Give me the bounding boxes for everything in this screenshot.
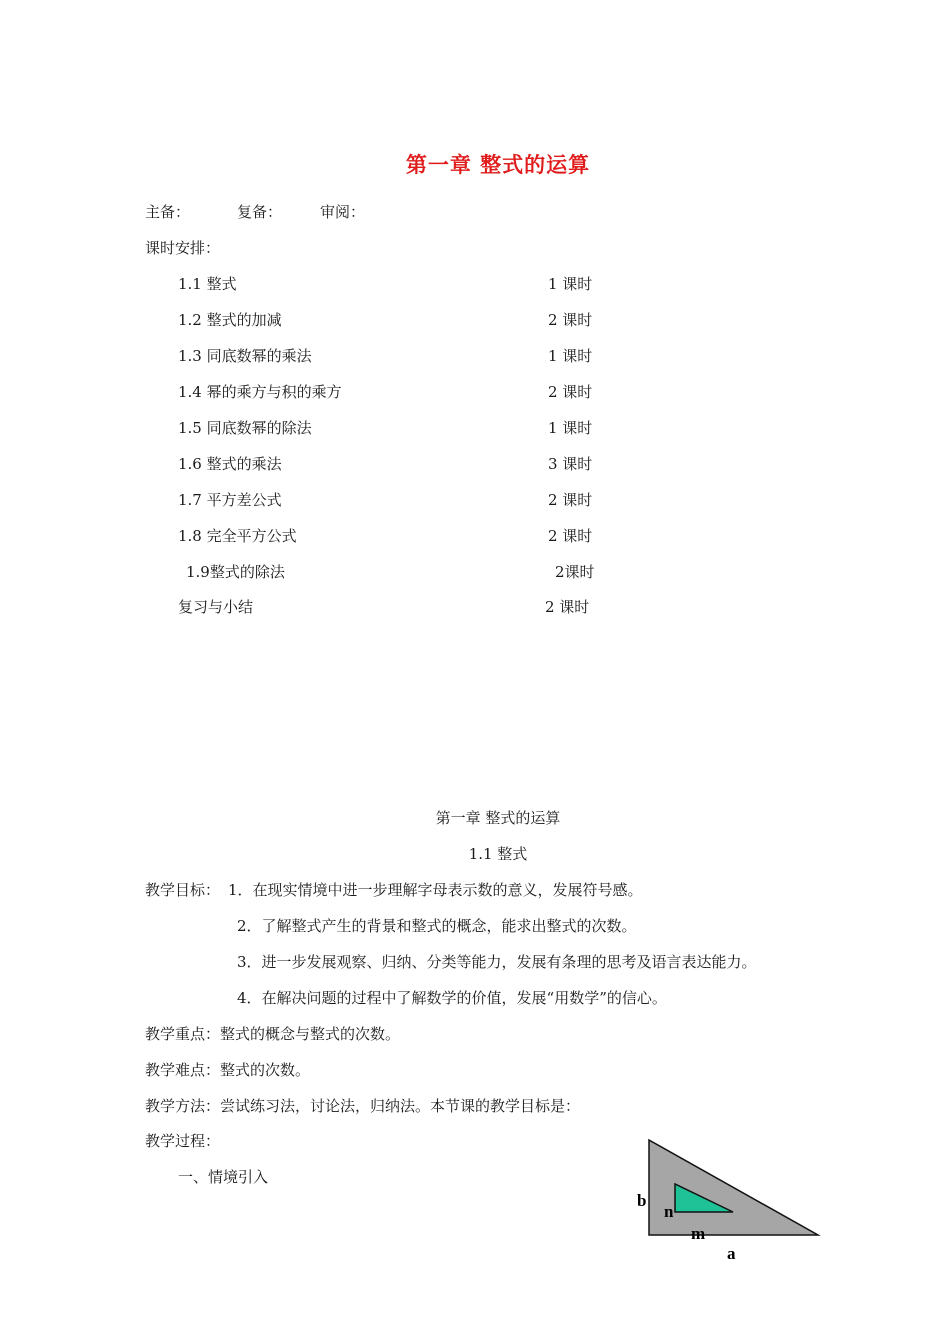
process-heading: 教学过程：: [145, 1132, 221, 1150]
schedule-item-name: 1.8 完全平方公式: [178, 527, 297, 545]
lesson-chapter-heading: 第一章 整式的运算: [435, 809, 561, 827]
schedule-item-name: 1.5 同底数幂的除法: [178, 419, 312, 437]
schedule-item-hours: 1 课时: [548, 419, 593, 437]
difficulty: 教学难点：整式的次数。: [145, 1061, 311, 1079]
key-points: 教学重点：整式的概念与整式的次数。: [145, 1025, 401, 1043]
schedule-item-name: 1.4 幂的乘方与积的乘方: [178, 383, 342, 401]
goal-item: 3．进一步发展观察、归纳、分类等能力，发展有条理的思考及语言表达能力。: [237, 953, 757, 971]
triangle-figure: [632, 1132, 832, 1272]
lesson-section-heading: 1.1 整式: [468, 845, 528, 863]
schedule-item-name: 1.9整式的除法: [186, 563, 285, 581]
schedule-item-hours: 2 课时: [548, 491, 593, 509]
label-n: n: [664, 1202, 674, 1221]
goal-item: 1．在现实情境中进一步理解字母表示数的意义，发展符号感。: [228, 881, 643, 899]
label-b: b: [637, 1191, 647, 1210]
schedule-item-name: 1.7 平方差公式: [178, 491, 282, 509]
goal-item: 2．了解整式产生的背景和整式的概念，能求出整式的次数。: [237, 917, 637, 935]
schedule-item-hours: 1 课时: [548, 275, 593, 293]
schedule-item-name: 1.6 整式的乘法: [178, 455, 282, 473]
schedule-item-hours: 2 课时: [548, 383, 593, 401]
intro-heading: 一、情境引入: [178, 1168, 269, 1186]
goal-item: 4．在解决问题的过程中了解数学的价值，发展“用数学”的信心。: [237, 989, 667, 1007]
schedule-item-name: 复习与小结: [178, 598, 254, 616]
schedule-item-name: 1.3 同底数幂的乘法: [178, 347, 312, 365]
schedule-item-hours: 2 课时: [548, 311, 593, 329]
schedule-item-name: 1.1 整式: [178, 275, 237, 293]
schedule-item-hours: 2 课时: [548, 527, 593, 545]
main-prep-label: 主备：: [145, 203, 191, 221]
schedule-item-hours: 2课时: [555, 563, 595, 581]
schedule-heading: 课时安排：: [145, 239, 221, 257]
schedule-item-hours: 1 课时: [548, 347, 593, 365]
schedule-item-hours: 2 课时: [545, 598, 590, 616]
co-prep-label: 复备：: [237, 203, 283, 221]
label-a: a: [727, 1244, 736, 1263]
goals-label: 教学目标：: [145, 881, 221, 899]
methods: 教学方法：尝试练习法，讨论法，归纳法。本节课的教学目标是：: [145, 1097, 581, 1115]
review-label: 审阅：: [320, 203, 366, 221]
schedule-item-name: 1.2 整式的加减: [178, 311, 282, 329]
schedule-item-hours: 3 课时: [548, 455, 593, 473]
chapter-title: 第一章 整式的运算: [405, 152, 591, 177]
label-m: m: [691, 1224, 706, 1243]
